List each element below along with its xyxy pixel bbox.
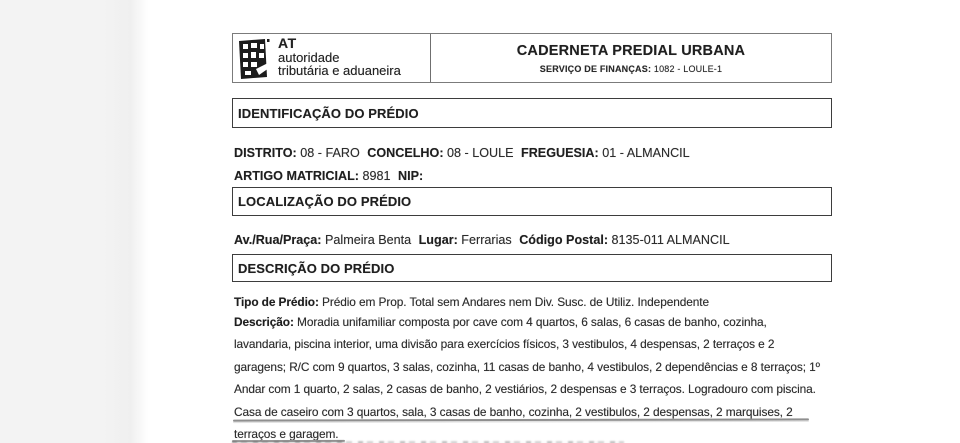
header-title-cell: [431, 34, 831, 82]
section-header-descricao: [232, 254, 832, 282]
tipo-de-predio-label: Tipo de Prédio:: [234, 295, 319, 309]
distrito-value: 08 - FARO: [300, 146, 360, 160]
document-header: [232, 33, 832, 83]
descricao-line-6: terraços e garagem.: [234, 426, 339, 441]
descricao-line-4: Andar com 1 quarto, 2 salas, 2 casas de banho, 2 vestiários, 2 despensas e 3 terraços. Logradouro com piscina.: [234, 382, 816, 397]
descricao-line-1: [234, 315, 838, 337]
identificacao-row-distrito: [234, 146, 694, 160]
identificacao-row-artigo: [234, 169, 427, 183]
section-title: LOCALIZAÇÃO DO PRÉDIO: [238, 194, 412, 209]
at-logo-block: [233, 34, 431, 82]
descricao-line-2: lavandaria, piscina interior, uma divisão para exercícios físicos, 3 vestibulos, 4 despensas, 2 terraços e 2: [234, 337, 775, 352]
servico-financas-line: [540, 64, 722, 74]
tipo-de-predio-line: [234, 295, 838, 309]
servico-financas-value: 1082 - LOULE-1: [653, 63, 723, 74]
caderneta-document: [232, 0, 832, 443]
servico-financas-label: SERVIÇO DE FINANÇAS:: [539, 63, 652, 74]
at-brand: AT: [278, 35, 297, 51]
distrito-label: DISTRITO:: [234, 146, 297, 160]
descricao-label: Descrição:: [234, 315, 294, 329]
at-logo-text: [278, 37, 401, 78]
descricao-line-1-text: Moradia unifamiliar composta por cave com 4 quartos, 6 salas, 6 casas de banho, cozinha,: [297, 315, 767, 329]
rua-label: Av./Rua/Praça:: [234, 233, 322, 247]
rua-value: Palmeira Benta: [325, 233, 412, 247]
scan-left-margin-shading: [0, 0, 148, 443]
codigo-postal-value: 8135-011 ALMANCIL: [611, 233, 730, 247]
localizacao-row-morada: [234, 233, 734, 247]
document-title: CADERNETA PREDIAL URBANA: [516, 42, 746, 59]
descricao-paragraph: [234, 315, 838, 443]
codigo-postal-label: Código Postal:: [519, 233, 609, 247]
lugar-value: Ferrarias: [461, 233, 512, 247]
at-emblem-icon: [238, 39, 270, 80]
concelho-value: 08 - LOULE: [447, 146, 514, 160]
section-header-localizacao: [232, 187, 832, 216]
concelho-label: CONCELHO:: [367, 146, 444, 160]
section-title: DESCRIÇÃO DO PRÉDIO: [238, 260, 395, 276]
nip-label: NIP:: [398, 169, 424, 183]
artigo-matricial-label: ARTIGO MATRICIAL:: [234, 169, 359, 183]
at-logo-line2: tributária e aduaneira: [278, 63, 401, 78]
descricao-line-5: Casa de caseiro com 3 quartos, sala, 3 casas de banho, cozinha, 2 vestibulos, 2 despensas, 2 marquises, 2: [234, 404, 793, 419]
descricao-line-3: garagens; R/C com 9 quartos, 3 salas, cozinha, 11 casas de banho, 4 vestibulos, 2 dependências e 8 terraços; 1º: [234, 359, 820, 374]
freguesia-value: 01 - ALMANCIL: [602, 146, 690, 160]
section-header-identificacao: [232, 98, 832, 128]
tipo-de-predio-value: Prédio em Prop. Total sem Andares nem Div. Susc. de Utiliz. Independente: [322, 295, 709, 309]
lugar-label: Lugar:: [418, 233, 458, 247]
at-logo-line1: autoridade: [278, 49, 340, 65]
section-title: IDENTIFICAÇÃO DO PRÉDIO: [238, 105, 419, 121]
artigo-matricial-value: 8981: [362, 169, 391, 183]
freguesia-label: FREGUESIA:: [521, 146, 599, 160]
